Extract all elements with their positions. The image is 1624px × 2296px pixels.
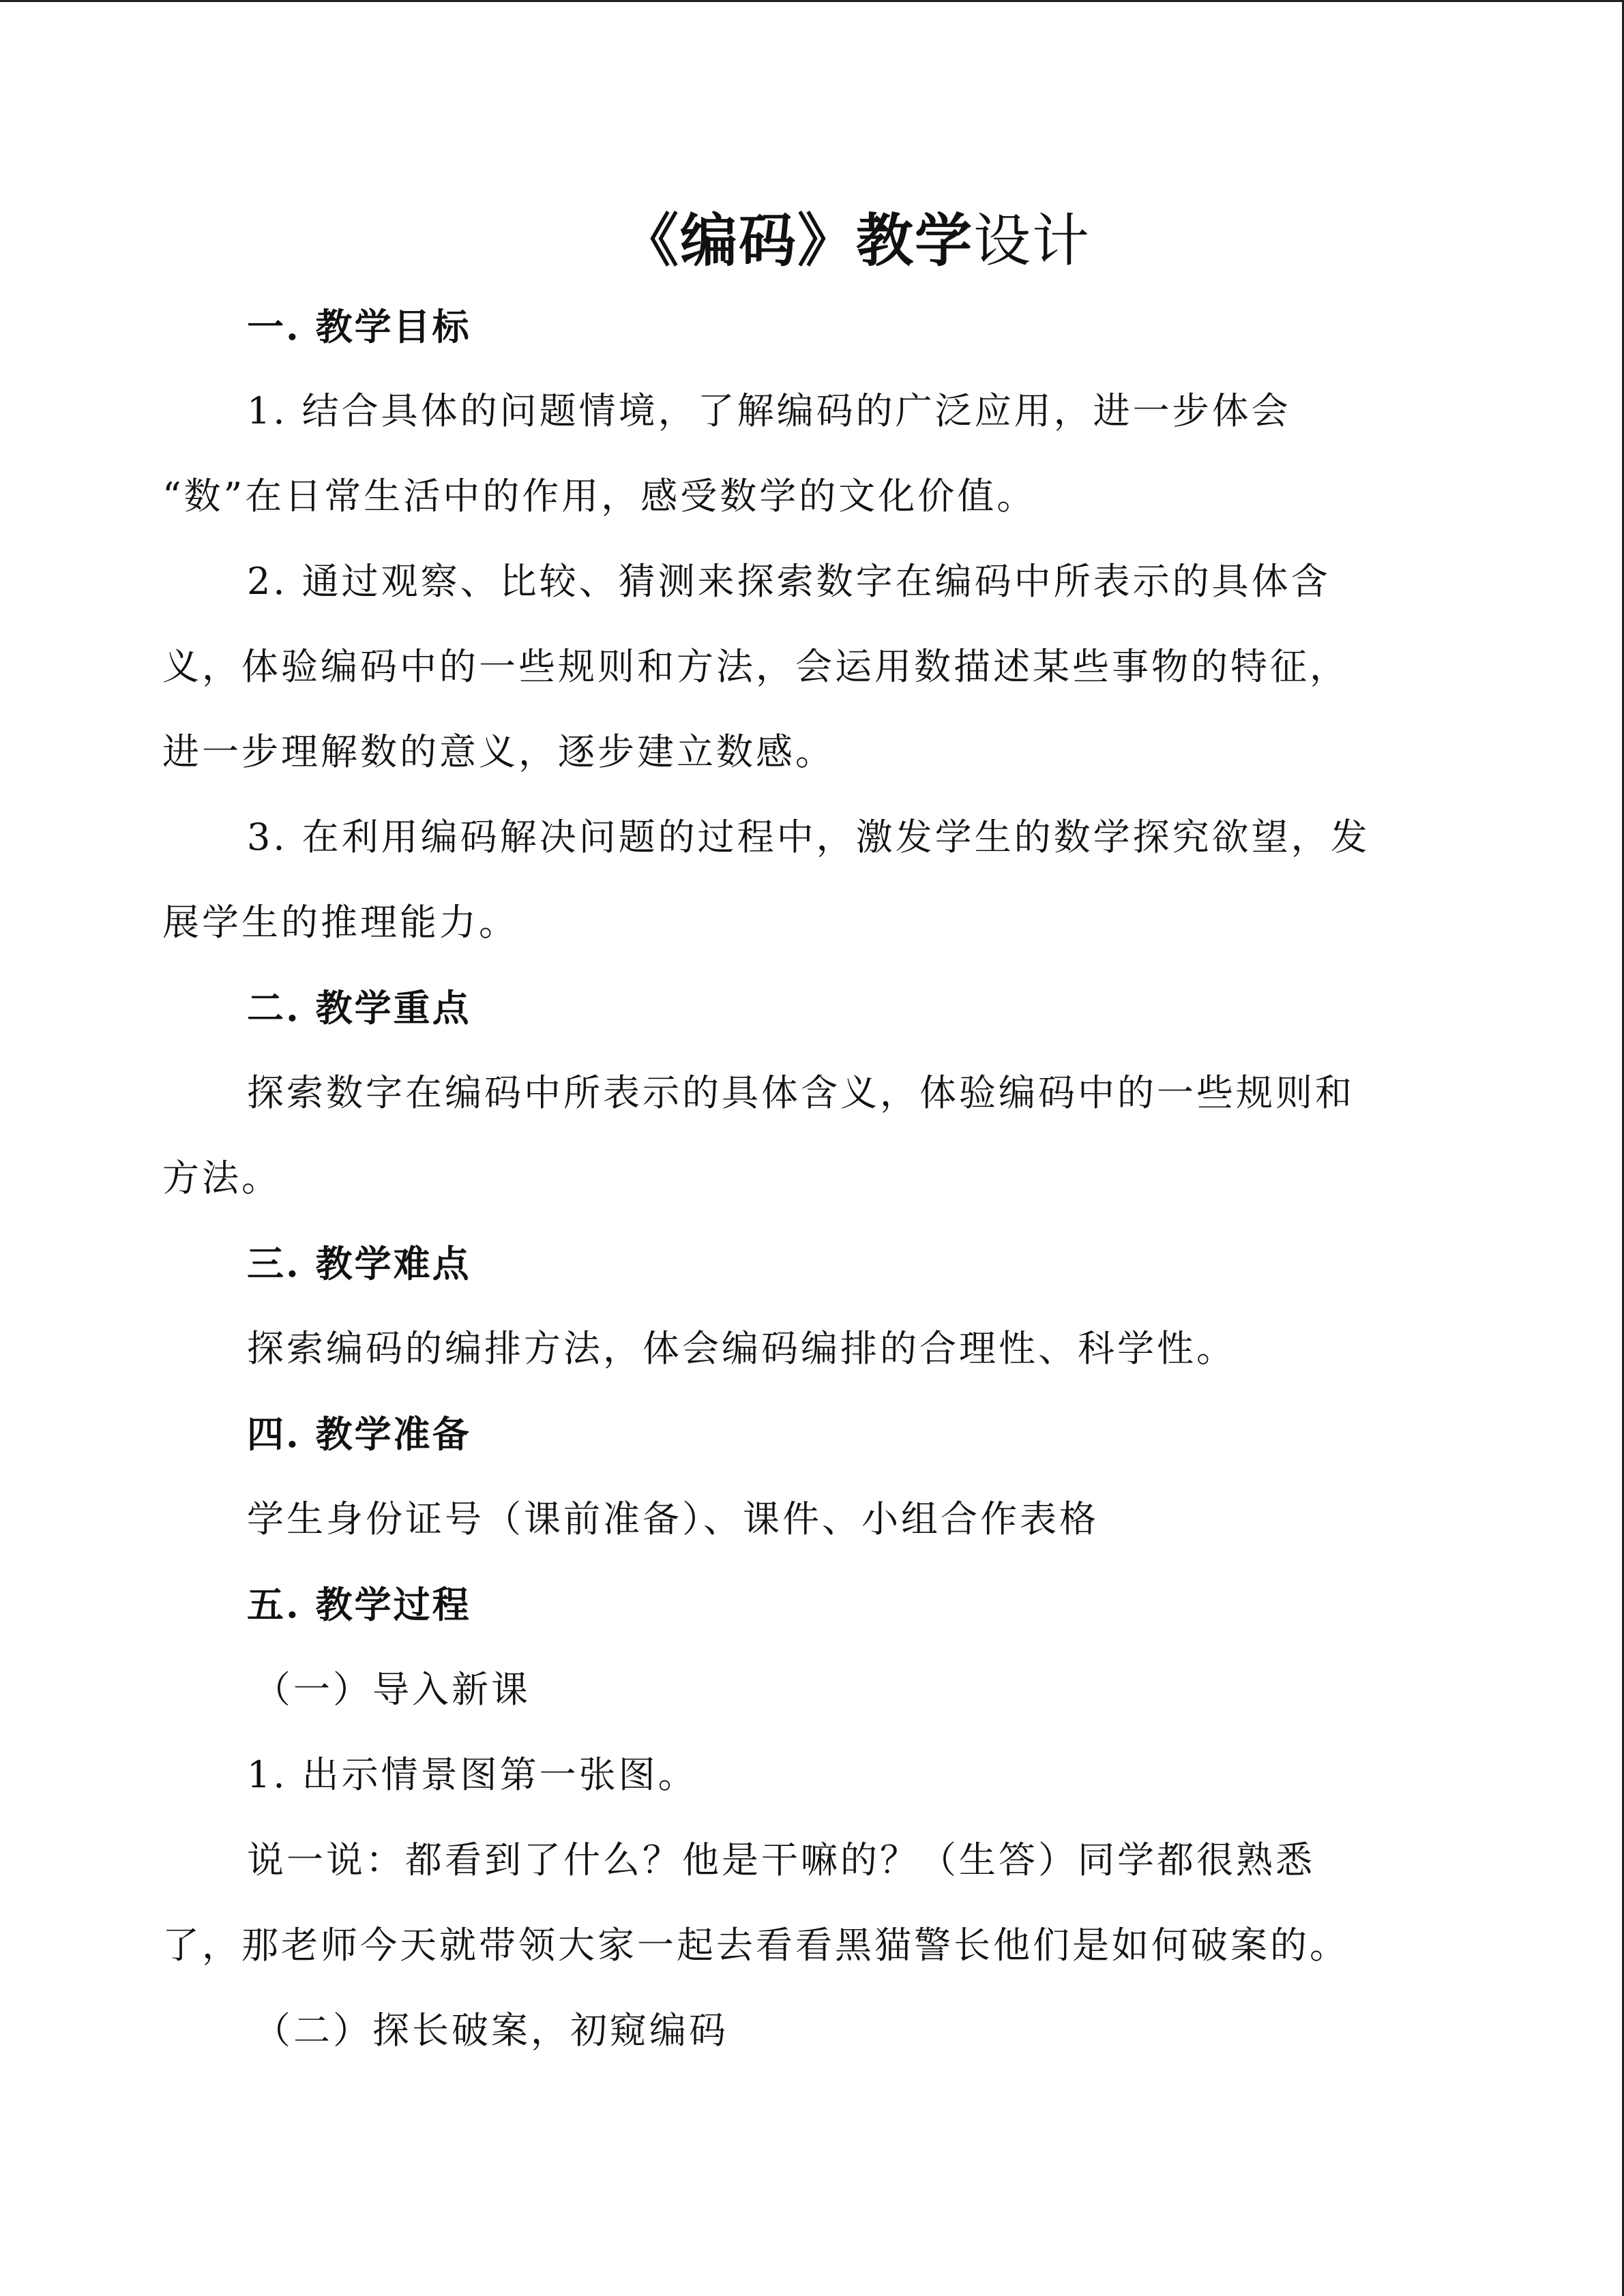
objective2-line1: 2. 通过观察、比较、猜测来探索数字在编码中所表示的具体含 (247, 560, 1331, 603)
objective3-line2: 展学生的推理能力。 (162, 901, 518, 944)
process-step-1: 1. 出示情景图第一张图。 (247, 1753, 698, 1796)
process-talk-line1: 说一说：都看到了什么？他是干嘛的？（生答）同学都很熟悉 (247, 1838, 1315, 1881)
title-bold-part: 《编码》教学 (621, 207, 973, 274)
objective3-line1: 3. 在利用编码解决问题的过程中，激发学生的数学探究欲望，发 (247, 816, 1370, 859)
objective1-line1: 1. 结合具体的问题情境，了解编码的广泛应用，进一步体会 (247, 389, 1291, 432)
section4-heading: 四. 教学准备 (247, 1412, 471, 1456)
document-title (0, 200, 1624, 282)
preparation-line1: 学生身份证号（课前准备）、课件、小组合作表格 (247, 1497, 1099, 1540)
process-talk-line2: 了，那老师今天就带领大家一起去看看黑猫警长他们是如何破案的。 (162, 1924, 1349, 1967)
section2-heading: 二. 教学重点 (247, 986, 471, 1030)
section5-heading: 五. 教学过程 (247, 1583, 471, 1626)
process-subheading-2: （二）探长破案，初窥编码 (254, 2009, 728, 2052)
section1-heading: 一. 教学目标 (247, 305, 471, 348)
keypoint-line2: 方法。 (162, 1157, 281, 1199)
keypoint-line1: 探索数字在编码中所表示的具体含义，体验编码中的一些规则和 (247, 1071, 1355, 1114)
title-normal-part: 设计 (973, 207, 1091, 274)
process-subheading-1: （一）导入新课 (254, 1668, 531, 1711)
objective2-line2: 义，体验编码中的一些规则和方法，会运用数描述某些事物的特征， (162, 645, 1349, 688)
objective1-line2: “数”在日常生活中的作用，感受数学的文化价值。 (162, 475, 1037, 518)
difficulty-line1: 探索编码的编排方法，体会编码编排的合理性、科学性。 (247, 1327, 1236, 1370)
objective2-line3: 进一步理解数的意义，逐步建立数感。 (162, 730, 835, 773)
section3-heading: 三. 教学难点 (247, 1242, 471, 1285)
